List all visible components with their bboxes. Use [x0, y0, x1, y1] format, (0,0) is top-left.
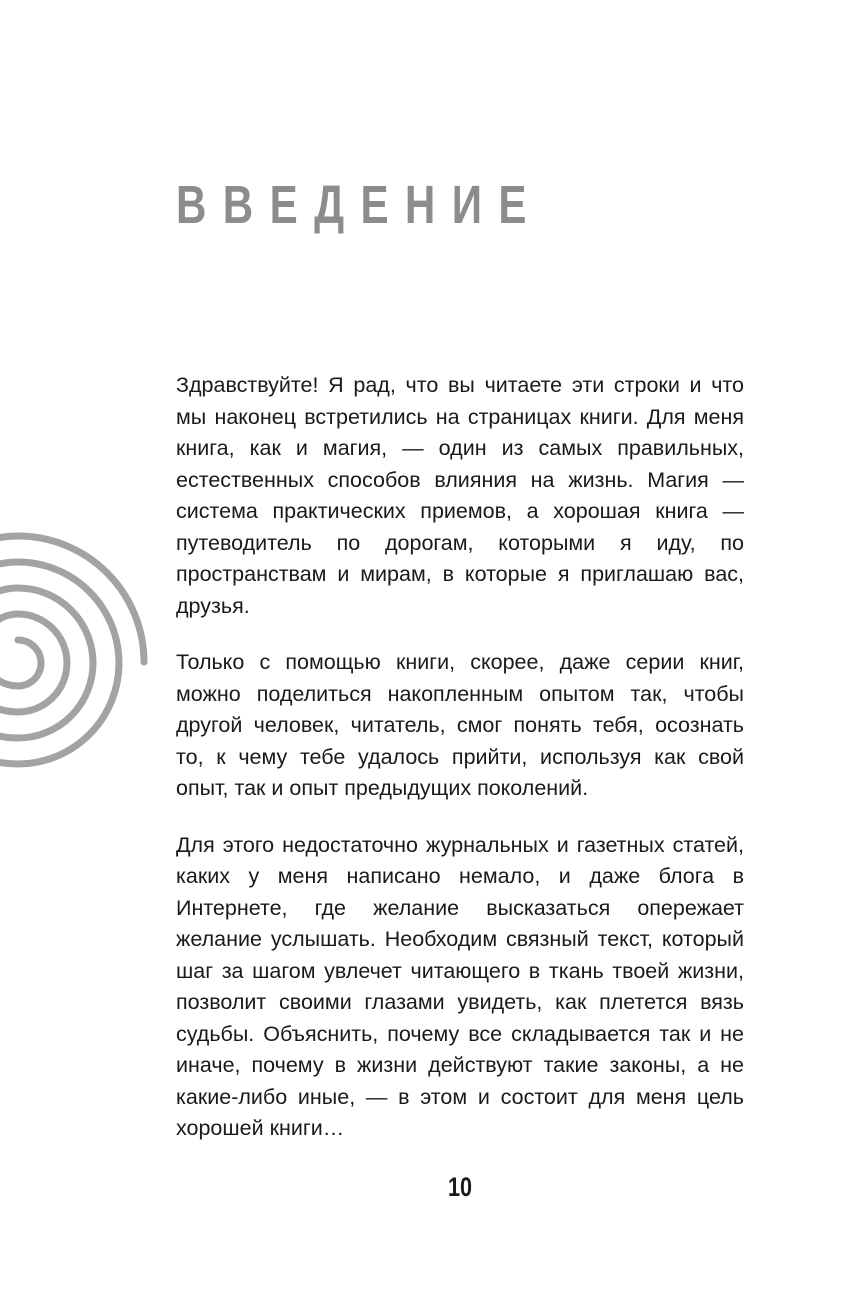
body-text: [176, 370, 744, 1170]
paragraph-2: Только с помощью книги, скорее, даже серии книг, можно поделиться накопленным опытом так, чтобы другой человек, читатель, смог понять тебя, осознать то, к чему тебе удалось прийти, используя как свой опыт, так и опыт предыдущих поколений.: [176, 650, 744, 800]
page-number-label: 10: [447, 1172, 473, 1202]
paragraph-3: Для этого недостаточно журнальных и газетных статей, каких у меня написано немало, и даже блога в Интернете, где желание высказаться опережает желание услышать. Необходим связный текст, который шаг за шагом увлечет читающего в ткань твоей жизни, позволит своими глазами увидеть, как плетется вязь судьбы. Объяснить, почему все складывается так и не иначе, почему в жизни действуют такие законы, а не какие-либо иные, — в этом и состоит для меня цель хорошей книги…: [176, 832, 744, 1140]
spiral-icon: [0, 530, 165, 810]
paragraph-1: Здравствуйте! Я рад, что вы читаете эти строки и что мы наконец встретились на страницах книги. Для меня книга, как и магия, — один из самых правильных, естественных способов влияния на жизнь. Магия — система практических приемов, а хорошая книга — путеводитель по дорогам, которыми я иду, по пространствам и мирам, в которые я приглашаю вас, друзья.: [176, 373, 744, 618]
page-number: [0, 1170, 845, 1204]
chapter-title: ВВЕДЕНИЕ: [176, 175, 543, 235]
